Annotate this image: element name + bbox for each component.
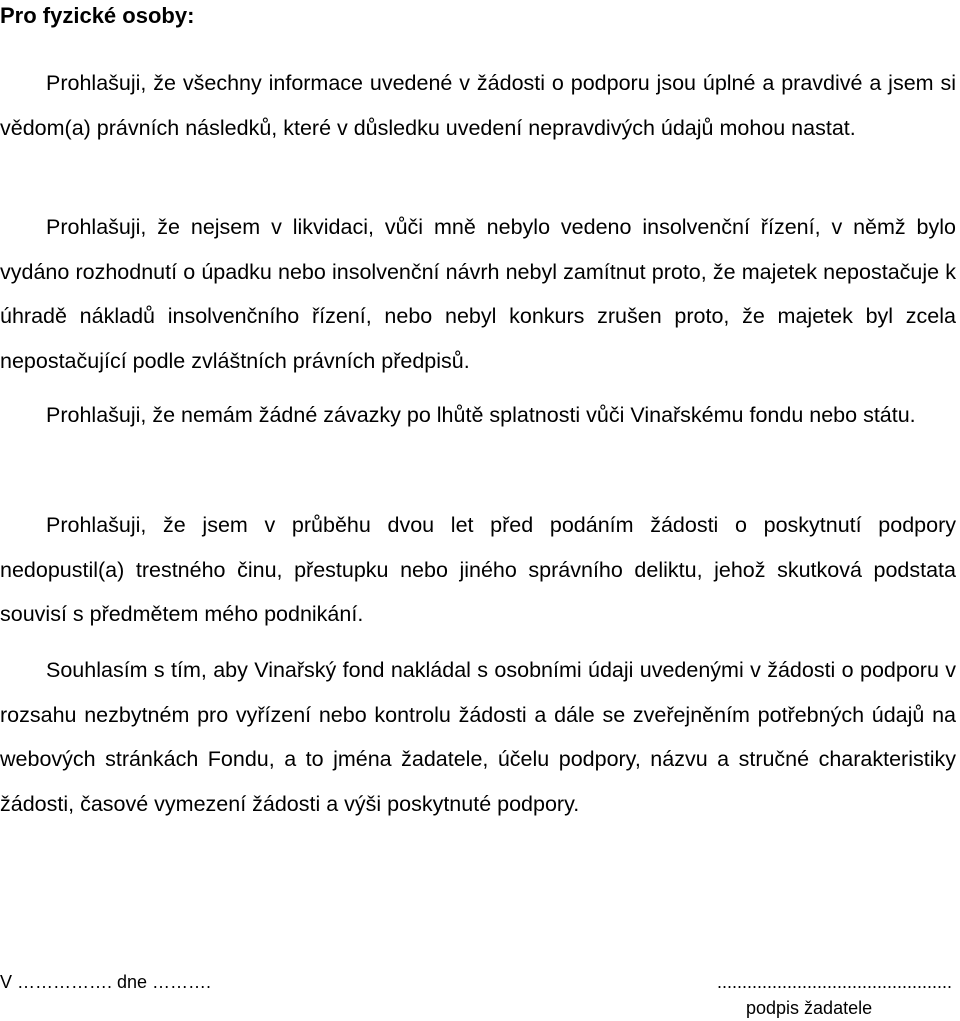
place-date-line: V ……………. dne ………. — [0, 972, 212, 992]
consent-paragraph-personal-data: Souhlasím s tím, aby Vinařský fond nakládal s osobními údaji uvedenými v žádosti o podporu v rozsahu nezbytném pro vyřízení nebo kontrolu žádosti a dále se zveřejněním potřebných údajů na webových stránkách Fondu, a to jména žadatele, účelu podpory, názvu a stručné charakteristiky žádosti, časové vymezení žádosti a výši poskytnuté podpory. — [0, 658, 956, 817]
signature-label: podpis žadatele — [746, 998, 873, 1018]
declaration-paragraph-accuracy: Prohlašuji, že všechny informace uvedené v žádosti o podporu jsou úplné a pravdivé a jsem si vědom(a) právních následků, které v důsledku uvedení nepravdivých údajů mohou nastat. — [0, 71, 956, 140]
declaration-paragraph-insolvency: Prohlašuji, že nejsem v likvidaci, vůči mně nebylo vedeno insolvenční řízení, v němž bylo vydáno rozhodnutí o úpadku nebo insolvenční návrh nebyl zamítnut proto, že majetek nepostačuje k úhradě nákladů insolvenčního řízení, nebo nebyl konkurs zrušen proto, že majetek byl zcela nepostačující podle zvláštních právních předpisů. — [0, 215, 956, 374]
declaration-paragraph-obligations: Prohlašuji, že nemám žádné závazky po lhůtě splatnosti vůči Vinařskému fondu nebo státu. — [46, 403, 916, 427]
signature-dotted-line: ............................................... — [716, 972, 952, 992]
declaration-paragraph-offenses: Prohlašuji, že jsem v průběhu dvou let před podáním žádosti o poskytnutí podpory nedopustil(a) trestného činu, přestupku nebo jiného správního deliktu, jehož skutková podstata souvisí s předmětem mého podnikání. — [0, 513, 956, 627]
section-heading: Pro fyzické osoby: — [0, 3, 195, 28]
